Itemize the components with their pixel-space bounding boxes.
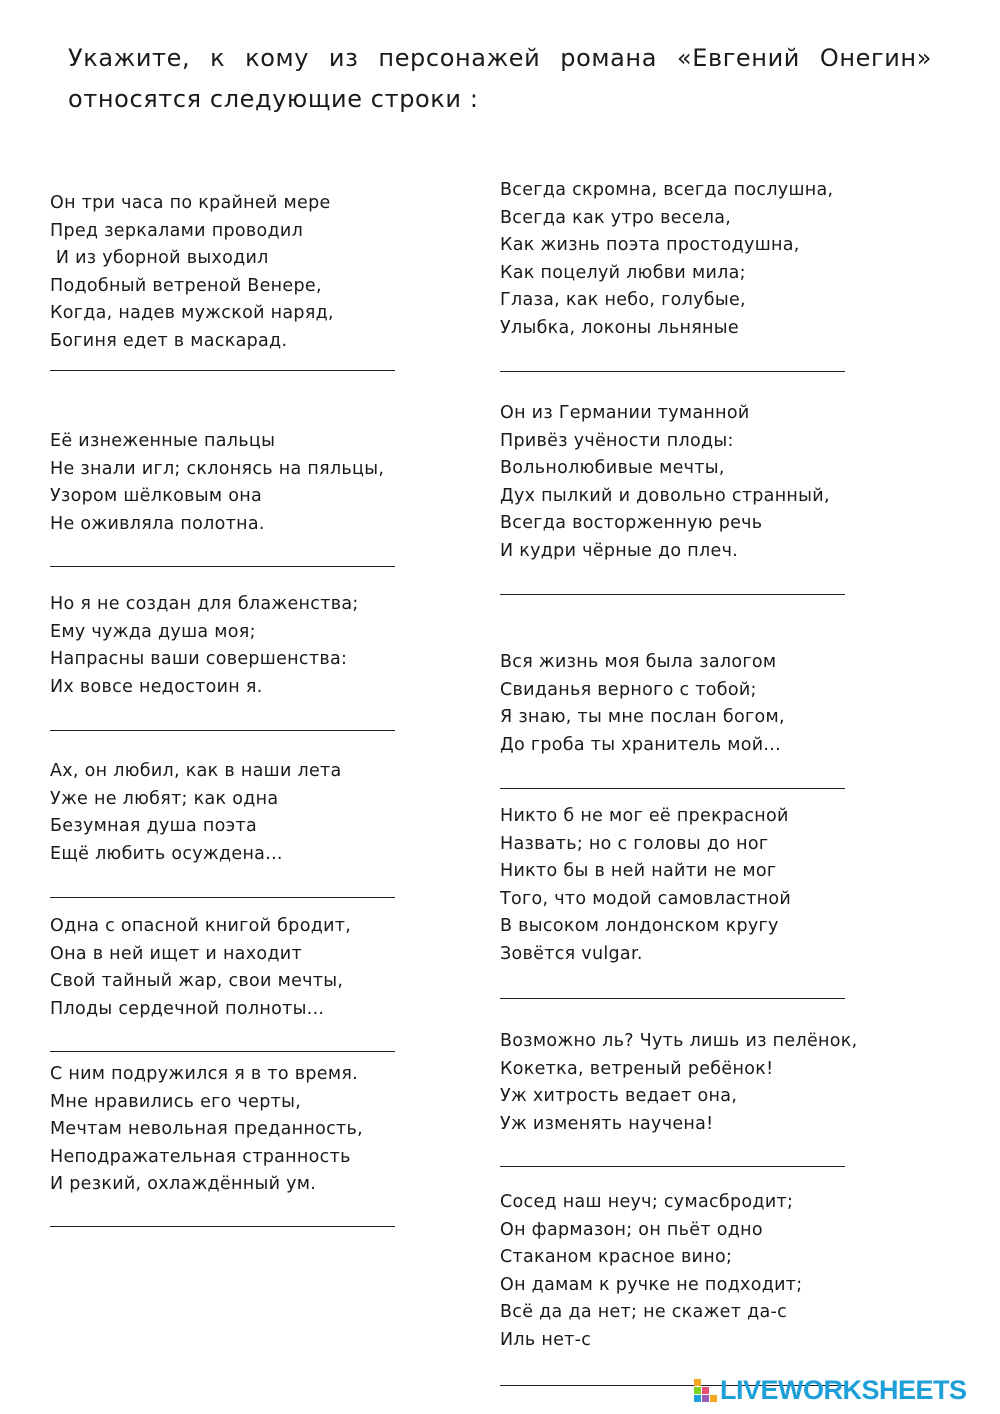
- quote-line: Дух пылкий и довольно странный,: [500, 485, 830, 506]
- quote-line: Он три часа по крайней мере: [50, 193, 331, 213]
- quote-line: Всегда скромна, всегда послушна,: [500, 180, 834, 200]
- right-answer-line-2[interactable]: [500, 594, 845, 595]
- quote-line: Вся жизнь моя была залогом: [500, 652, 777, 672]
- quote-line: Пред зеркалами проводил: [50, 220, 304, 241]
- quote-line: Но я не создан для блаженства;: [50, 594, 359, 614]
- quote-line: Как жизнь поэта простодушна,: [500, 235, 800, 256]
- left-answer-line-1[interactable]: [50, 370, 395, 371]
- left-quote-block-2: [50, 428, 384, 538]
- left-answer-line-4[interactable]: [50, 897, 395, 898]
- quote-line: Свой тайный жар, свои мечты,: [50, 971, 344, 992]
- quote-line: Уж хитрость ведает она,: [500, 1086, 738, 1107]
- quote-line: Богиня едет в маскарад.: [50, 330, 288, 351]
- quote-line: Привёз учёности плоды:: [500, 430, 734, 451]
- right-quote-block-6: [500, 1189, 802, 1355]
- left-quote-block-1: [50, 190, 334, 356]
- quote-line: Иль нет-с: [500, 1329, 592, 1350]
- quote-line: Одна с опасной книгой бродит,: [50, 916, 352, 936]
- quote-line: Их вовсе недостоин я.: [50, 676, 263, 697]
- quote-line: Когда, надев мужской наряд,: [50, 303, 334, 324]
- quote-line: Ещё любить осуждена...: [50, 843, 283, 864]
- left-answer-line-5[interactable]: [50, 1051, 395, 1052]
- right-quote-block-2: [500, 400, 830, 566]
- right-answer-line-3[interactable]: [500, 788, 845, 789]
- quote-line: Не оживляла полотна.: [50, 513, 265, 534]
- quote-line: С ним подружился я в то время.: [50, 1064, 359, 1084]
- quote-line: Он фармазон; он пьёт одно: [500, 1219, 763, 1240]
- quote-line: Того, что модой самовластной: [500, 888, 792, 909]
- quote-line: И кудри чёрные до плеч.: [500, 540, 739, 561]
- quote-line: Зовётся vulgar.: [500, 943, 643, 964]
- quote-line: Улыбка, локоны льняные: [500, 317, 739, 338]
- right-answer-line-4[interactable]: [500, 998, 845, 999]
- quote-line: В высоком лондонском кругу: [500, 916, 779, 937]
- quote-line: Всегда восторженную речь: [500, 513, 763, 534]
- left-answer-line-6[interactable]: [50, 1226, 395, 1227]
- quote-line: Вольнолюбивые мечты,: [500, 458, 725, 479]
- quote-line: Не знали игл; склонясь на пяльцы,: [50, 458, 385, 479]
- quote-line: И из уборной выходил: [50, 248, 269, 269]
- right-answer-line-5[interactable]: [500, 1166, 845, 1167]
- logo-text: LIVEWORKSHEETS: [720, 1374, 967, 1405]
- title-line-2: относятся следующие строки :: [68, 85, 479, 113]
- quote-line: Ему чужда душа моя;: [50, 621, 256, 642]
- quote-line: Всегда как утро весела,: [500, 207, 732, 228]
- left-answer-line-3[interactable]: [50, 730, 395, 731]
- left-quote-block-5: [50, 913, 351, 1023]
- quote-line: Напрасны ваши совершенства:: [50, 649, 348, 670]
- quote-line: Мне нравились его черты,: [50, 1091, 302, 1112]
- quote-line: Он дамам к ручке не подходит;: [500, 1274, 803, 1295]
- quote-line: Он из Германии туманной: [500, 403, 750, 423]
- quote-line: Сосед наш неуч; сумасбродит;: [500, 1192, 794, 1212]
- left-quote-block-3: [50, 591, 359, 701]
- quote-line: Уже не любят; как одна: [50, 788, 279, 809]
- quote-line: Назвать; но с головы до ног: [500, 833, 769, 854]
- quote-line: Стаканом красное вино;: [500, 1247, 733, 1268]
- quote-line: Узором шёлковым она: [50, 486, 262, 507]
- quote-line: Свиданья верного с тобой;: [500, 679, 757, 700]
- quote-line: Возможно ль? Чуть лишь из пелёнок,: [500, 1031, 858, 1051]
- left-quote-block-6: [50, 1061, 363, 1199]
- quote-line: Мечтам невольная преданность,: [50, 1119, 363, 1140]
- page-title: [68, 38, 932, 120]
- right-quote-block-1: [500, 177, 833, 343]
- right-answer-line-1[interactable]: [500, 371, 845, 372]
- quote-line: Глаза, как небо, голубые,: [500, 290, 746, 311]
- quote-line: Она в ней ищет и находит: [50, 943, 302, 964]
- quote-line: И резкий, охлаждённый ум.: [50, 1174, 317, 1195]
- quote-line: Плоды сердечной полноты...: [50, 998, 325, 1019]
- quote-line: Никто бы в ней найти не мог: [500, 861, 777, 882]
- quote-line: Как поцелуй любви мила;: [500, 262, 746, 283]
- left-answer-line-2[interactable]: [50, 566, 395, 567]
- quote-line: Кокетка, ветреный ребёнок!: [500, 1058, 774, 1079]
- quote-line: Никто б не мог её прекрасной: [500, 806, 789, 826]
- right-quote-block-3: [500, 649, 785, 759]
- liveworksheets-logo: [692, 1375, 967, 1405]
- quote-line: До гроба ты хранитель мой...: [500, 734, 781, 755]
- quote-line: Ах, он любил, как в наши лета: [50, 761, 342, 781]
- quote-line: Подобный ветреной Венере,: [50, 275, 322, 296]
- right-quote-block-5: [500, 1028, 858, 1138]
- left-quote-block-4: [50, 758, 342, 868]
- quote-line: Всё да да нет; не скажет да-с: [500, 1302, 788, 1323]
- quote-line: Я знаю, ты мне послан богом,: [500, 707, 785, 728]
- quote-line: Уж изменять научена!: [500, 1113, 714, 1134]
- right-quote-block-4: [500, 803, 791, 969]
- quote-line: Неподражательная странность: [50, 1146, 351, 1167]
- title-line-1: Укажите, к кому из персонажей романа «Евгений Онегин»: [68, 44, 932, 72]
- quote-line: Её изнеженные пальцы: [50, 431, 276, 451]
- quote-line: Безумная душа поэта: [50, 816, 258, 837]
- liveworksheets-logo-icon: [692, 1377, 718, 1403]
